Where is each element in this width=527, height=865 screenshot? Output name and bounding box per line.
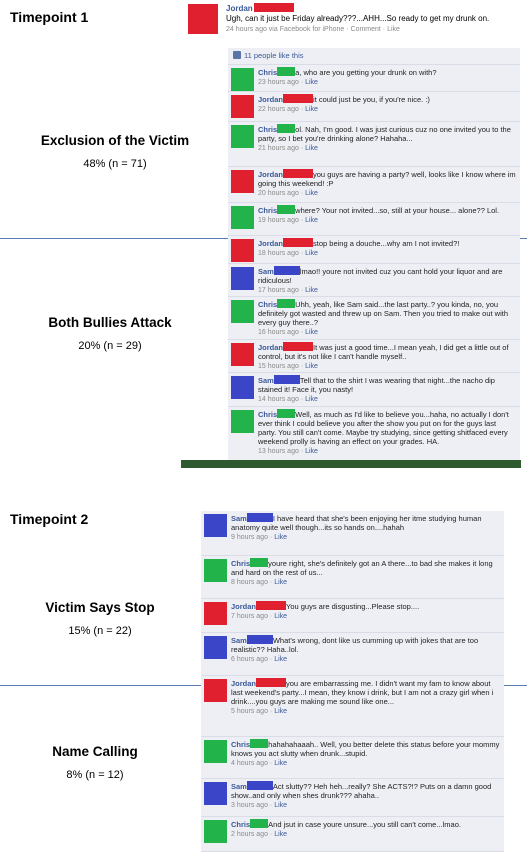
commenter-name[interactable]: Jordan xyxy=(258,95,284,104)
comment-text: youre right, she's definitely got an A there...to bad she makes it long and hard on the rest of us... xyxy=(231,559,493,577)
comment-text: Uhh, yeah, like Sam said...the last party..? you kinda, no, you definitely got wasted and threw up on Sam. Then you tried to make out with every guy there..? xyxy=(258,300,509,327)
comment-meta: 14 hours ago · Like xyxy=(258,396,318,403)
comment-thread-1 xyxy=(228,65,520,463)
category-title: Exclusion of the Victim xyxy=(40,133,190,148)
timepoint-2-label: Timepoint 2 xyxy=(10,511,89,527)
likes-row[interactable] xyxy=(228,48,520,65)
comment-meta: 7 hours ago · Like xyxy=(231,613,288,620)
comment-text: where? Your not invited...so, still at your house... alone?? Lol. xyxy=(295,206,500,215)
post-body xyxy=(226,3,489,35)
redaction-box xyxy=(256,601,286,610)
like-link[interactable]: Like xyxy=(274,656,288,663)
comment-meta: 5 hours ago · Like xyxy=(231,708,288,715)
comment xyxy=(228,203,520,236)
comment-time: 8 hours ago xyxy=(231,579,268,586)
commenter-name[interactable]: Chris xyxy=(231,820,251,829)
category-percent: 15% (n = 22) xyxy=(68,625,132,637)
comment-time: 13 hours ago xyxy=(258,448,299,455)
commenter-name[interactable]: Chris xyxy=(258,68,278,77)
comment-text: It was just a good time...I mean yeah, I did get a little out of control, but it's not like I can't handle myself.. xyxy=(258,343,509,361)
status-post xyxy=(186,0,522,42)
commenter-name[interactable]: Jordan xyxy=(258,343,284,352)
comment xyxy=(228,297,520,340)
comment xyxy=(201,779,504,817)
redaction-box xyxy=(277,409,295,418)
comment-text: Tell that to the shirt I was wearing that night...the nacho dip stained it! Face it, you nasty! xyxy=(258,376,495,394)
redaction-box xyxy=(247,635,273,644)
category-title: Both Bullies Attack xyxy=(48,315,172,330)
comment-time: 14 hours ago xyxy=(258,396,299,403)
category-both-bullies xyxy=(15,315,205,352)
redaction-box xyxy=(277,67,295,76)
comment-time: 19 hours ago xyxy=(258,217,299,224)
comment-meta: 17 hours ago · Like xyxy=(258,287,318,294)
post-author[interactable]: Jordan xyxy=(226,4,253,13)
comment-text: And jsut in case youre unsure...you still can't come...lmao. xyxy=(268,820,461,829)
comment-text: a, who are you getting your drunk on with? xyxy=(295,68,437,77)
commenter-name[interactable]: Jordan xyxy=(231,679,257,688)
category-percent: 48% (n = 71) xyxy=(83,158,147,170)
comment-time: 4 hours ago xyxy=(231,760,268,767)
category-name-calling xyxy=(0,744,190,781)
like-link[interactable]: Like xyxy=(305,448,318,455)
category-percent: 8% (n = 12) xyxy=(66,769,124,781)
avatar xyxy=(188,4,218,34)
comment-text: hahahahaaah.. Well, you better delete this status before your mommy knows you act slutty when drunk...stupid. xyxy=(231,740,500,758)
commenter-name[interactable]: Chris xyxy=(258,410,278,419)
like-link[interactable]: Like xyxy=(274,613,288,620)
avatar[interactable] xyxy=(204,820,227,843)
like-link[interactable]: Like xyxy=(274,760,288,767)
avatar[interactable] xyxy=(231,239,254,262)
avatar[interactable] xyxy=(231,206,254,229)
comment-body xyxy=(231,558,500,587)
post-meta-text: 24 hours ago via Facebook for iPhone · Comment · Like xyxy=(226,26,400,33)
comment-text: you are embarrassing me. I didn't want my fam to know about last weekend's party...I mean, they know i drink, but I am not a crazy girl when i drink....you guys are making me sound like one... xyxy=(231,679,494,706)
redaction-box xyxy=(277,124,295,133)
commenter-name[interactable]: Sam xyxy=(231,636,247,645)
comment-meta: 6 hours ago · Like xyxy=(231,656,288,663)
commenter-name[interactable]: Jordan xyxy=(231,602,257,611)
comment-meta: 13 hours ago · Like xyxy=(258,448,318,455)
comment-body xyxy=(258,266,516,295)
comment-meta: 16 hours ago · Like xyxy=(258,329,318,336)
comment-text: you guys are having a party? well, looks like I know where im going this weekend! :P xyxy=(258,170,516,188)
avatar[interactable] xyxy=(231,376,254,399)
avatar[interactable] xyxy=(231,125,254,148)
commenter-name[interactable]: Chris xyxy=(258,125,278,134)
commenter-name[interactable]: Sam xyxy=(231,782,247,791)
comment-body xyxy=(231,739,500,768)
comment-text: I have heard that she's been enjoying her itme studying human anatomy quite well though...its so hands on....hahah xyxy=(231,514,482,532)
comment xyxy=(228,236,520,264)
comment-time: 9 hours ago xyxy=(231,534,268,541)
comment xyxy=(201,676,504,737)
commenter-name[interactable]: Sam xyxy=(258,376,274,385)
comment-meta: 18 hours ago · Like xyxy=(258,250,318,257)
category-title: Victim Says Stop xyxy=(45,600,155,615)
comment-body xyxy=(231,635,500,664)
comment-body xyxy=(258,238,516,258)
comment-meta: 2 hours ago · Like xyxy=(231,831,288,838)
redaction-box xyxy=(250,558,268,567)
comment xyxy=(201,511,504,556)
comment-text: What's wrong, dont like us cumming up with jokes that are too realistic?? Haha..lol. xyxy=(231,636,479,654)
commenter-name[interactable]: Chris xyxy=(231,559,251,568)
comment-text: Well, as much as I'd like to believe you...haha, no actually I don't ever think I could believe you after the show you put on for the guys last party. You still can't come. Maybe try studying, since getting shitfaced every weekend prolly is having an effect on your grades. HA. xyxy=(258,410,509,446)
comment-meta: 23 hours ago · Like xyxy=(258,79,318,86)
comment-time: 5 hours ago xyxy=(231,708,268,715)
avatar[interactable] xyxy=(231,68,254,91)
comment xyxy=(228,373,520,407)
comment xyxy=(228,264,520,297)
comment-meta: 9 hours ago · Like xyxy=(231,534,288,541)
comment-time: 15 hours ago xyxy=(258,363,299,370)
comment-body xyxy=(258,169,516,198)
comment-text: lmao!! youre not invited cuz you cant hold your liquor and are ridiculous! xyxy=(258,267,503,285)
comment-text: You guys are disgusting...Please stop.... xyxy=(286,602,420,611)
avatar[interactable] xyxy=(204,602,227,625)
like-link[interactable]: Like xyxy=(305,363,318,370)
comment-body xyxy=(231,781,500,810)
like-link[interactable]: Like xyxy=(305,287,318,294)
post-meta xyxy=(226,25,489,35)
comment-body xyxy=(258,205,516,225)
like-link[interactable]: Like xyxy=(305,79,318,86)
like-link[interactable]: Like xyxy=(305,396,318,403)
likes-count: 11 people like this xyxy=(244,51,304,60)
avatar[interactable] xyxy=(204,559,227,582)
like-link[interactable]: Like xyxy=(305,217,318,224)
comment-text: Act slutty?? Heh heh...really? She ACTS?!? Puts on a damn good show..and only when shes drunk??? ahaha.. xyxy=(231,782,492,800)
redaction-box xyxy=(256,678,286,687)
comment-body xyxy=(258,299,516,337)
category-title: Name Calling xyxy=(52,744,138,759)
comment-meta: 20 hours ago · Like xyxy=(258,190,318,197)
comment xyxy=(201,599,504,633)
comment-time: 3 hours ago xyxy=(231,802,268,809)
commenter-name[interactable]: Sam xyxy=(258,267,274,276)
timepoint-1-label: Timepoint 1 xyxy=(10,9,89,25)
comment-meta: 3 hours ago · Like xyxy=(231,802,288,809)
comment xyxy=(228,65,520,92)
commenter-name[interactable]: Chris xyxy=(231,740,251,749)
comment xyxy=(228,407,520,464)
comment-meta: 4 hours ago · Like xyxy=(231,760,288,767)
comment-body xyxy=(258,94,516,114)
comment-body xyxy=(258,124,516,153)
comment-meta: 8 hours ago · Like xyxy=(231,579,288,586)
category-exclusion xyxy=(20,133,210,170)
comment-text: it could just be you, if you're nice. :) xyxy=(313,95,430,104)
comment-body xyxy=(231,819,500,839)
comment-time: 6 hours ago xyxy=(231,656,268,663)
avatar[interactable] xyxy=(231,410,254,433)
comment xyxy=(228,167,520,203)
redaction-box xyxy=(274,266,300,275)
redaction-box xyxy=(277,205,295,214)
comment xyxy=(228,92,520,122)
avatar[interactable] xyxy=(204,636,227,659)
like-link[interactable]: Like xyxy=(305,329,318,336)
comment-body xyxy=(258,375,516,404)
like-link[interactable]: Like xyxy=(274,802,288,809)
commenter-name[interactable]: Chris xyxy=(258,300,278,309)
comment-time: 23 hours ago xyxy=(258,79,299,86)
comment-body xyxy=(258,409,516,456)
like-link[interactable]: Like xyxy=(274,579,288,586)
avatar[interactable] xyxy=(231,170,254,193)
redaction-box xyxy=(283,94,313,103)
avatar[interactable] xyxy=(204,679,227,702)
comment-thread-2 xyxy=(201,511,504,851)
comment xyxy=(201,737,504,779)
avatar[interactable] xyxy=(231,300,254,323)
comment-time: 17 hours ago xyxy=(258,287,299,294)
redaction-box xyxy=(254,3,294,12)
like-link[interactable]: Like xyxy=(305,190,318,197)
commenter-name[interactable]: Jordan xyxy=(258,170,284,179)
comment-text: stop being a douche...why am I not invited?! xyxy=(313,239,460,248)
redaction-box xyxy=(247,513,273,522)
comment-meta: 22 hours ago · Like xyxy=(258,106,318,113)
comment-text: ol. Nah, I'm good. I was just curious cuz no one invited you to the party, so I bet you're drinking alone? Hahaha... xyxy=(258,125,511,143)
like-link[interactable]: Like xyxy=(305,106,318,113)
avatar[interactable] xyxy=(231,343,254,366)
redaction-box xyxy=(283,238,313,247)
redaction-box xyxy=(283,169,313,178)
redaction-box xyxy=(247,781,273,790)
like-link[interactable]: Like xyxy=(274,708,288,715)
comment-body xyxy=(231,601,500,621)
comment-body xyxy=(231,513,500,542)
comment-time: 18 hours ago xyxy=(258,250,299,257)
comment xyxy=(201,817,504,852)
like-link[interactable]: Like xyxy=(305,250,318,257)
comment-meta: 21 hours ago · Like xyxy=(258,145,318,152)
panel-bottom-edge xyxy=(181,460,521,468)
comment-time: 7 hours ago xyxy=(231,613,268,620)
redaction-box xyxy=(250,739,268,748)
redaction-box xyxy=(250,819,268,828)
like-link[interactable]: Like xyxy=(305,145,318,152)
comment xyxy=(201,633,504,676)
redaction-box xyxy=(274,375,300,384)
comment-body xyxy=(258,67,516,87)
comment-meta: 19 hours ago · Like xyxy=(258,217,318,224)
commenter-name[interactable]: Sam xyxy=(231,514,247,523)
post-text: Ugh, can it just be Friday already???...AHH...So ready to get my drunk on. xyxy=(226,14,490,23)
commenter-name[interactable]: Chris xyxy=(258,206,278,215)
comment xyxy=(201,556,504,599)
avatar[interactable] xyxy=(231,267,254,290)
comment xyxy=(228,122,520,167)
comment-time: 21 hours ago xyxy=(258,145,299,152)
comment-body xyxy=(258,342,516,371)
comment-body xyxy=(231,678,500,716)
avatar[interactable] xyxy=(231,95,254,118)
category-percent: 20% (n = 29) xyxy=(78,340,142,352)
commenter-name[interactable]: Jordan xyxy=(258,239,284,248)
comment-time: 2 hours ago xyxy=(231,831,268,838)
comment-time: 16 hours ago xyxy=(258,329,299,336)
avatar[interactable] xyxy=(204,782,227,805)
comment xyxy=(228,340,520,373)
comment-meta: 15 hours ago · Like xyxy=(258,363,318,370)
comment-time: 22 hours ago xyxy=(258,106,299,113)
avatar[interactable] xyxy=(204,514,227,537)
like-link[interactable]: Like xyxy=(274,831,288,838)
comment-time: 20 hours ago xyxy=(258,190,299,197)
like-link[interactable]: Like xyxy=(274,534,288,541)
category-victim-stop xyxy=(5,600,195,637)
avatar[interactable] xyxy=(204,740,227,763)
redaction-box xyxy=(283,342,313,351)
thumbs-up-icon xyxy=(233,51,241,59)
redaction-box xyxy=(277,299,295,308)
